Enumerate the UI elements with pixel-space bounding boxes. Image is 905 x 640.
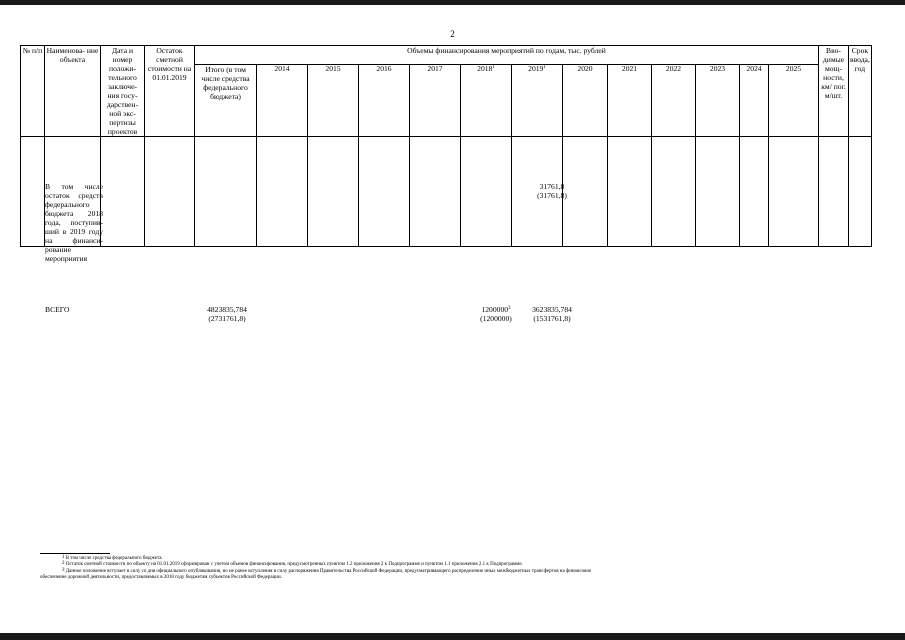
footnote-2: $^2$ Остаток сметной стоимости по объекту на 01.01.2019 сформирован с учетом объемов финансирования, предусмотренных пунктом 1.2 приложения 2 к Подпрограмме и пунктом 1.1 приложения 2.1 к Подпрограмме. xyxy=(62,561,523,568)
col-header-term: Срок ввода, год xyxy=(849,46,872,137)
col-header-expertise: Дата и номер положи- тельного заключе- ния госу- дарствен- ной экс- пертизы проектов xyxy=(101,46,145,137)
footnotes xyxy=(40,556,890,582)
total-2018-value xyxy=(470,305,522,323)
total-sum-value xyxy=(196,305,258,323)
page-number: 2 xyxy=(450,29,455,39)
col-header-funding-group: Объемы финансирования мероприятий по годам, тыс. рублей xyxy=(195,46,819,65)
col-header-year: 2025 xyxy=(769,65,819,137)
col-header-number: № п/п xyxy=(21,46,45,137)
col-header-year: 2024 xyxy=(740,65,769,137)
col-header-year: 2022 xyxy=(652,65,696,137)
remainder-2019-value xyxy=(524,182,580,200)
total-row-label: ВСЕГО xyxy=(45,305,70,314)
col-header-year: 2014 xyxy=(257,65,308,137)
remainder-row-label: В том числе остаток средств федерального бюджета 2018 года, поступив- ший в 2019 году на финанси- рование мероприятия xyxy=(45,182,103,263)
remainder-2019-amount: 31761,8 xyxy=(539,182,565,191)
funding-table xyxy=(20,45,872,247)
total-2019-federal: (1531761,8) xyxy=(533,314,571,323)
col-header-remainder: Остаток сметной стоимости на 01.01.2019 xyxy=(145,46,195,137)
footnote-separator xyxy=(40,553,110,554)
total-2018-amount: 1200000$^3$ xyxy=(481,305,511,314)
total-2019-amount: 3623835,784 xyxy=(532,305,572,314)
col-header-year-2018: 2018$^1$ xyxy=(461,65,512,137)
top-scan-border xyxy=(0,0,905,5)
total-2018-federal: (1200000) xyxy=(480,314,512,323)
col-header-total: Итого (в том числе средства федерального бюджета) xyxy=(195,65,257,137)
header-column-body xyxy=(21,137,872,247)
col-header-year: 2015 xyxy=(308,65,359,137)
col-header-year: 2023 xyxy=(696,65,740,137)
col-header-year: 2020 xyxy=(563,65,608,137)
col-header-year: 2021 xyxy=(608,65,652,137)
col-header-year: 2017 xyxy=(410,65,461,137)
col-header-name: Наименова- ние объекта xyxy=(45,46,101,137)
footnote-1: $^1$ В том числе средства федерального бюджета. xyxy=(62,555,163,561)
col-header-year: 2016 xyxy=(359,65,410,137)
col-header-capacity: Вво- димые мощ- ности, км/ пог. м/шт. xyxy=(819,46,849,137)
total-sum-amount: 4823835,784 xyxy=(207,305,247,314)
footnote-3-continued: обеспечение дорожной деятельности, предоставляемых в 2018 году бюджетам субъектов Российской Федерации. xyxy=(40,575,282,581)
remainder-2019-federal: (31761,8) xyxy=(537,191,567,200)
footnote-3: $^3$ Данное положение вступает в силу со дня официального опубликования, но не ранее вступления в силу распоряжения Правительства Российской Федерации, предусматривающего распределение иных межбюджетных трансфертов на финансовое xyxy=(62,567,592,574)
total-2019-value xyxy=(522,305,582,323)
col-header-year-2019: 2019$^1$ xyxy=(512,65,563,137)
bottom-scan-border xyxy=(0,633,905,640)
total-sum-federal: (2731761,8) xyxy=(208,314,246,323)
